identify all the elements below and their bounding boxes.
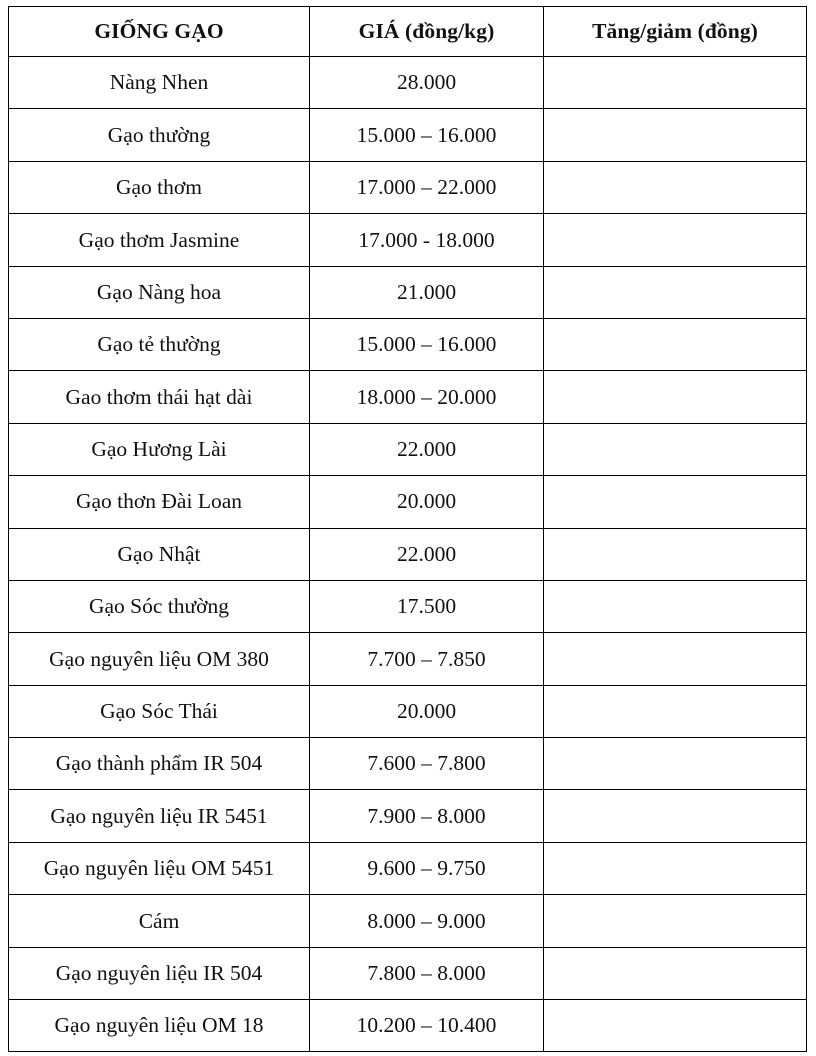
cell-price: 20.000 bbox=[310, 476, 544, 528]
cell-price: 15.000 – 16.000 bbox=[310, 318, 544, 370]
table-row bbox=[9, 57, 807, 109]
cell-price: 7.900 – 8.000 bbox=[310, 790, 544, 842]
cell-change bbox=[544, 161, 807, 213]
cell-rice-variety: Cám bbox=[9, 895, 310, 947]
cell-price: 21.000 bbox=[310, 266, 544, 318]
table-row bbox=[9, 266, 807, 318]
cell-change bbox=[544, 1000, 807, 1052]
cell-rice-variety: Nàng Nhen bbox=[9, 57, 310, 109]
table-row bbox=[9, 161, 807, 213]
cell-price: 9.600 – 9.750 bbox=[310, 842, 544, 894]
cell-rice-variety: Gạo tẻ thường bbox=[9, 318, 310, 370]
cell-price: 28.000 bbox=[310, 57, 544, 109]
cell-rice-variety: Gạo Nàng hoa bbox=[9, 266, 310, 318]
rice-price-table bbox=[8, 6, 807, 1052]
cell-rice-variety: Gạo thường bbox=[9, 109, 310, 161]
table-header-row bbox=[9, 7, 807, 57]
cell-change bbox=[544, 423, 807, 475]
cell-rice-variety: Gạo nguyên liệu IR 5451 bbox=[9, 790, 310, 842]
cell-price: 22.000 bbox=[310, 423, 544, 475]
table-row bbox=[9, 423, 807, 475]
cell-price: 17.000 - 18.000 bbox=[310, 214, 544, 266]
cell-price: 7.800 – 8.000 bbox=[310, 947, 544, 999]
cell-rice-variety: Gạo thơn Đài Loan bbox=[9, 476, 310, 528]
cell-change bbox=[544, 633, 807, 685]
table-row bbox=[9, 371, 807, 423]
cell-rice-variety: Gạo nguyên liệu OM 5451 bbox=[9, 842, 310, 894]
table-row bbox=[9, 214, 807, 266]
cell-change bbox=[544, 895, 807, 947]
table-row bbox=[9, 476, 807, 528]
table-body bbox=[9, 57, 807, 1052]
cell-rice-variety: Gạo thơm Jasmine bbox=[9, 214, 310, 266]
cell-price: 15.000 – 16.000 bbox=[310, 109, 544, 161]
cell-rice-variety: Gạo Sóc thường bbox=[9, 580, 310, 632]
cell-change bbox=[544, 214, 807, 266]
cell-price: 17.000 – 22.000 bbox=[310, 161, 544, 213]
cell-rice-variety: Gạo nguyên liệu OM 18 bbox=[9, 1000, 310, 1052]
cell-change bbox=[544, 685, 807, 737]
table-row bbox=[9, 685, 807, 737]
table-header bbox=[9, 7, 807, 57]
cell-rice-variety: Gạo Hương Lài bbox=[9, 423, 310, 475]
table-row bbox=[9, 947, 807, 999]
table-row bbox=[9, 842, 807, 894]
cell-price: 7.700 – 7.850 bbox=[310, 633, 544, 685]
cell-change bbox=[544, 266, 807, 318]
cell-rice-variety: Gao thơm thái hạt dài bbox=[9, 371, 310, 423]
table-row bbox=[9, 580, 807, 632]
table-row bbox=[9, 790, 807, 842]
cell-change bbox=[544, 528, 807, 580]
cell-change bbox=[544, 371, 807, 423]
cell-rice-variety: Gạo nguyên liệu OM 380 bbox=[9, 633, 310, 685]
cell-rice-variety: Gạo nguyên liệu IR 504 bbox=[9, 947, 310, 999]
table-row bbox=[9, 528, 807, 580]
cell-rice-variety: Gạo thành phẩm IR 504 bbox=[9, 738, 310, 790]
cell-change bbox=[544, 842, 807, 894]
cell-change bbox=[544, 109, 807, 161]
table-row bbox=[9, 109, 807, 161]
cell-rice-variety: Gạo Nhật bbox=[9, 528, 310, 580]
cell-change bbox=[544, 738, 807, 790]
table-row bbox=[9, 895, 807, 947]
cell-change bbox=[544, 947, 807, 999]
column-header-change: Tăng/giảm (đồng) bbox=[544, 7, 807, 57]
cell-price: 7.600 – 7.800 bbox=[310, 738, 544, 790]
cell-price: 17.500 bbox=[310, 580, 544, 632]
cell-rice-variety: Gạo thơm bbox=[9, 161, 310, 213]
table-row bbox=[9, 738, 807, 790]
cell-price: 20.000 bbox=[310, 685, 544, 737]
cell-rice-variety: Gạo Sóc Thái bbox=[9, 685, 310, 737]
cell-price: 8.000 – 9.000 bbox=[310, 895, 544, 947]
cell-change bbox=[544, 580, 807, 632]
cell-change bbox=[544, 57, 807, 109]
price-table-container bbox=[8, 6, 806, 1052]
cell-change bbox=[544, 318, 807, 370]
cell-price: 10.200 – 10.400 bbox=[310, 1000, 544, 1052]
column-header-rice-variety: GIỐNG GẠO bbox=[9, 7, 310, 57]
cell-change bbox=[544, 476, 807, 528]
table-row bbox=[9, 1000, 807, 1052]
cell-change bbox=[544, 790, 807, 842]
cell-price: 22.000 bbox=[310, 528, 544, 580]
cell-price: 18.000 – 20.000 bbox=[310, 371, 544, 423]
table-row bbox=[9, 318, 807, 370]
table-row bbox=[9, 633, 807, 685]
column-header-price: GIÁ (đồng/kg) bbox=[310, 7, 544, 57]
